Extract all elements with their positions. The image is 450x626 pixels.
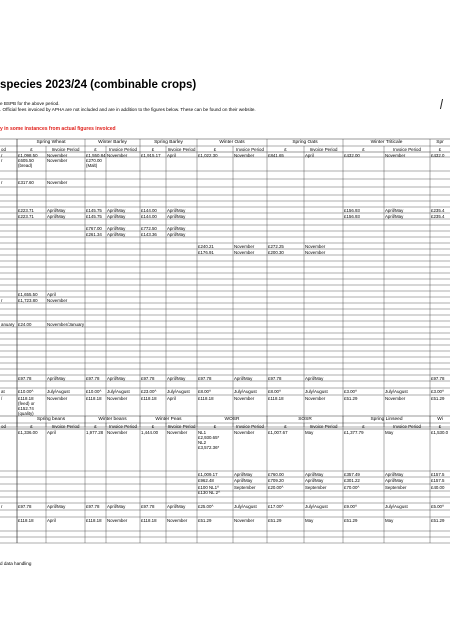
period-subheader: Invoice Period	[51, 146, 80, 152]
table-cell: April/May	[107, 225, 126, 231]
table-cell: April/May	[107, 231, 126, 237]
table-cell: July/August	[47, 388, 70, 394]
table-cell: £97.78	[141, 375, 155, 381]
table-cell: April/May	[234, 477, 253, 483]
table-cell: November	[305, 395, 326, 401]
page-title: species 2023/24 (combinable crops)	[0, 79, 197, 91]
table-cell: £118.18 (feed) or £152.74 (quality)	[18, 395, 35, 416]
table-cell: £8.00^	[268, 388, 282, 394]
table-cell: £223.71	[18, 213, 34, 219]
table-cell: November	[385, 395, 406, 401]
note-line-2: . Official fees invoiced by APHA are not included and are in addition to the figures below. These can be found on their website.	[0, 107, 256, 112]
table-cell: July/August	[385, 503, 408, 509]
table-cell: November	[107, 429, 128, 435]
footer-note: d data handling	[0, 561, 32, 566]
table-cell: July/August	[234, 388, 257, 394]
crop-header: Wi	[437, 417, 443, 422]
table-cell: £1,007.67	[268, 429, 288, 435]
table-cell: £100 NL1^ £130 NL 2^	[198, 484, 221, 495]
price-subheader: £	[438, 423, 442, 429]
crop-header: Winter Peas	[155, 417, 182, 422]
price-subheader: £	[284, 423, 287, 429]
crop-header: Spr	[436, 140, 444, 145]
table-cell: November	[107, 517, 128, 523]
table-cell: £357.49	[344, 471, 360, 477]
table-cell: £24.00	[18, 321, 32, 327]
table-cell: £3.00^	[431, 388, 445, 394]
crop-header: Winter Oats	[219, 140, 245, 145]
table-cell: July/August	[167, 388, 190, 394]
table-cell: £1,009.17	[198, 471, 218, 477]
period-subheader: Invoice Period	[393, 146, 421, 152]
table-cell: £97.78	[268, 375, 282, 381]
table-cell: £156.93	[344, 213, 360, 219]
crop-header: SOSR	[298, 417, 312, 422]
stub-subheader: od	[1, 423, 6, 429]
price-subheader: £	[213, 423, 217, 429]
crop-header: Spring Wheat	[36, 140, 66, 145]
table-cell: April/May	[167, 503, 186, 509]
table-cell: £10.00^	[18, 388, 34, 394]
table-cell: £9.00^	[344, 503, 358, 509]
table-cell: £605.50 (bread)	[18, 157, 34, 168]
table-cell: November	[234, 249, 255, 255]
table-cell: April/May	[167, 213, 186, 219]
period-subheader: Invoice Period	[109, 423, 137, 429]
table-cell: £51.29	[431, 395, 445, 401]
table-cell: April/May	[107, 213, 126, 219]
table-cell: May	[305, 429, 314, 435]
table-cell: November	[234, 429, 255, 435]
table-cell: £8.00^	[198, 388, 212, 394]
table-cell: £709.20	[268, 477, 284, 483]
table-cell: £118.18	[268, 395, 284, 401]
table-cell: £118.18	[141, 395, 157, 401]
period-subheader: Invoice Period	[236, 146, 264, 152]
crop-header: Spring Oats	[292, 140, 318, 145]
table-cell: November	[47, 179, 68, 185]
table-cell: £261.34	[86, 231, 102, 237]
period-subheader: Invoice Period	[309, 423, 338, 429]
table-cell: April/May	[47, 375, 66, 381]
table-cell: November	[234, 395, 255, 401]
table-cell: £157.5	[431, 471, 445, 477]
price-subheader: £	[30, 423, 33, 429]
period-subheader: Invoice Period	[167, 146, 196, 152]
table-cell: April/May	[167, 225, 186, 231]
table-cell: July/August	[234, 503, 257, 509]
table-cell: £5.00^	[431, 503, 445, 509]
table-cell: April/May	[107, 207, 126, 213]
table-cell: £97.78	[18, 503, 32, 509]
table-cell: April/May	[305, 375, 324, 381]
price-subheader: £	[94, 423, 97, 429]
table-cell: November	[107, 152, 128, 158]
period-subheader: Invoice Period	[109, 146, 137, 152]
table-cell: £145.75	[86, 213, 102, 219]
table-cell: November	[167, 517, 188, 523]
price-subheader: £	[151, 146, 155, 152]
table-cell: April/May	[47, 213, 66, 219]
table-cell: April/May	[305, 471, 324, 477]
table-cell: April/May	[107, 375, 126, 381]
table-cell: November	[47, 152, 68, 158]
table-cell: £143.36	[141, 231, 157, 237]
table-cell: July/August	[305, 388, 328, 394]
table-cell: April/May	[385, 477, 404, 483]
table-cell: April/May	[385, 471, 404, 477]
crop-header: Spring Linseed	[370, 417, 403, 422]
table-cell: £51.29	[344, 395, 358, 401]
table-cell: November	[107, 395, 128, 401]
table-cell: £97.78	[198, 375, 212, 381]
table-cell: £10.00^	[86, 388, 102, 394]
table-cell: £157.5	[431, 477, 445, 483]
table-cell: April	[167, 152, 176, 158]
crop-header: Winter beans	[98, 417, 127, 422]
table-cell: at	[1, 388, 5, 394]
table-cell: £118.18	[86, 517, 102, 523]
table-cell: £235.4	[431, 207, 445, 213]
table-cell: November	[305, 249, 326, 255]
price-subheader: £	[438, 146, 442, 152]
table-cell: anuary	[1, 321, 15, 327]
table-cell: £23.00^	[141, 388, 157, 394]
table-cell: £145.75	[86, 207, 102, 213]
table-cell: April	[47, 291, 56, 297]
red-warning-note: y in some instances from actual figures invoiced	[0, 126, 116, 132]
crop-header: Spring beans	[36, 417, 66, 422]
table-cell: £1,098.50	[18, 152, 38, 158]
table-cell: r	[1, 179, 3, 185]
table-cell: November	[234, 243, 255, 249]
table-cell: £118.18	[18, 517, 34, 523]
table-cell: July/August	[107, 388, 130, 394]
table-cell: £25.00^	[198, 503, 214, 509]
table-cell: November	[234, 152, 255, 158]
table-cell: July/August	[385, 388, 408, 394]
period-subheader: Invoice Period	[393, 423, 421, 429]
table-cell: November	[47, 395, 68, 401]
table-cell: April	[47, 429, 56, 435]
table-cell: July/August	[305, 503, 328, 509]
table-cell: April/May	[167, 207, 186, 213]
price-subheader: £	[151, 423, 155, 429]
table-cell: £144.00	[141, 213, 157, 219]
period-subheader: Invoice Period	[236, 423, 264, 429]
table-cell: /	[1, 395, 3, 401]
table-cell: September	[234, 484, 256, 490]
table-cell: £760.00	[268, 471, 284, 477]
table-cell: May	[385, 517, 394, 523]
table-cell: 1,444.00	[141, 429, 159, 435]
crop-header: Winter Triticale	[370, 140, 403, 145]
period-subheader: Invoice Period	[167, 423, 196, 429]
table-cell: September	[305, 484, 327, 490]
table-cell: £432.0	[431, 152, 445, 158]
table-cell: £235.4	[431, 213, 445, 219]
table-cell: April/May	[234, 375, 253, 381]
table-cell: £17.00^	[268, 503, 284, 509]
table-cell: April	[167, 395, 176, 401]
table-cell: April/May	[167, 231, 186, 237]
period-subheader: Invoice Period	[51, 423, 80, 429]
note-line-1: e BSPB for the above period.	[0, 101, 60, 106]
table-cell: £176.91	[198, 249, 214, 255]
table-cell: November	[47, 157, 68, 163]
table-cell: £70.00^	[344, 484, 360, 490]
price-subheader: £	[362, 423, 365, 429]
table-cell: £51.29	[198, 517, 212, 523]
table-cell: May	[385, 429, 394, 435]
table-cell: £40.00	[431, 484, 445, 490]
table-cell: £1,915.17	[141, 152, 161, 158]
table-cell: £20.00^	[268, 484, 284, 490]
table-cell: £51.29	[344, 517, 358, 523]
table-cell: £118.18	[198, 395, 214, 401]
table-cell: April/May	[47, 207, 66, 213]
price-subheader: £	[213, 146, 217, 152]
table-cell: £223.71	[18, 207, 34, 213]
table-cell: £1,550.84	[86, 152, 106, 158]
table-cell: £97.78	[86, 503, 100, 509]
table-cell: November	[305, 243, 326, 249]
table-cell: £97.78	[141, 503, 155, 509]
table-cell: £97.78	[18, 375, 32, 381]
table-cell: September	[385, 484, 407, 490]
table-cell: November	[234, 517, 255, 523]
table-cell: £118.18	[86, 395, 102, 401]
table-cell: April/May	[305, 477, 324, 483]
table-cell: November	[385, 152, 406, 158]
table-cell: £767.00	[86, 225, 102, 231]
crop-header: Winter Barley	[98, 140, 127, 145]
table-cell: r	[1, 157, 3, 163]
table-cell: £1,723.80	[18, 297, 38, 303]
crop-header: WOSR	[224, 417, 240, 422]
table-cell: £270.00 (Malt)	[86, 157, 102, 168]
price-subheader: £	[30, 146, 33, 152]
table-cell: November	[167, 429, 188, 435]
table-cell: £3.00^	[344, 388, 358, 394]
table-cell: November	[47, 297, 68, 303]
table-cell: April/May	[234, 471, 253, 477]
table-cell: April/May	[47, 503, 66, 509]
table-cell: £51.29	[431, 517, 445, 523]
price-subheader: £	[362, 146, 365, 152]
table-cell: £272.25	[268, 243, 284, 249]
table-cell: NL1 £2,930.65* NL2 £3,572.36*	[198, 429, 220, 450]
table-cell: April/May	[107, 503, 126, 509]
table-cell: r	[1, 503, 3, 509]
table-cell: £144.00	[141, 207, 157, 213]
price-subheader: £	[284, 146, 287, 152]
table-cell: April/May	[385, 213, 404, 219]
table-cell: £156.93	[344, 207, 360, 213]
table-cell: 1,977.28	[86, 429, 104, 435]
table-cell: £962.48	[198, 477, 214, 483]
table-cell: April/May	[167, 375, 186, 381]
table-cell: £51.29	[268, 517, 282, 523]
table-cell: £772.50	[141, 225, 157, 231]
table-cell: £1,336.00	[18, 429, 38, 435]
table-cell: £1,377.79	[344, 429, 364, 435]
table-cell: £841.65	[268, 152, 284, 158]
period-subheader: Invoice Period	[309, 146, 338, 152]
table-cell: May	[305, 517, 314, 523]
table-cell: £200.30	[268, 249, 284, 255]
table-cell: November/January	[47, 321, 85, 327]
table-cell: £301.22	[344, 477, 360, 483]
table-cell: r	[1, 152, 3, 158]
table-cell: £1,530.0	[431, 429, 449, 435]
table-cell: £240.21	[198, 243, 214, 249]
table-cell: r	[1, 297, 3, 303]
table-cell: £317.60	[18, 179, 34, 185]
crop-header: Spring Barley	[154, 140, 183, 145]
table-cell: £118.18	[141, 517, 157, 523]
table-cell: £97.78	[431, 375, 445, 381]
stub-subheader: od	[1, 146, 6, 152]
price-subheader: £	[94, 146, 97, 152]
table-cell: April/May	[385, 207, 404, 213]
table-cell: April	[47, 517, 56, 523]
table-cell: April	[305, 152, 314, 158]
table-cell: £1,655.50	[18, 291, 38, 297]
table-cell: £97.78	[86, 375, 100, 381]
table-cell: £432.00	[344, 152, 360, 158]
table-cell: £1,022.30	[198, 152, 218, 158]
